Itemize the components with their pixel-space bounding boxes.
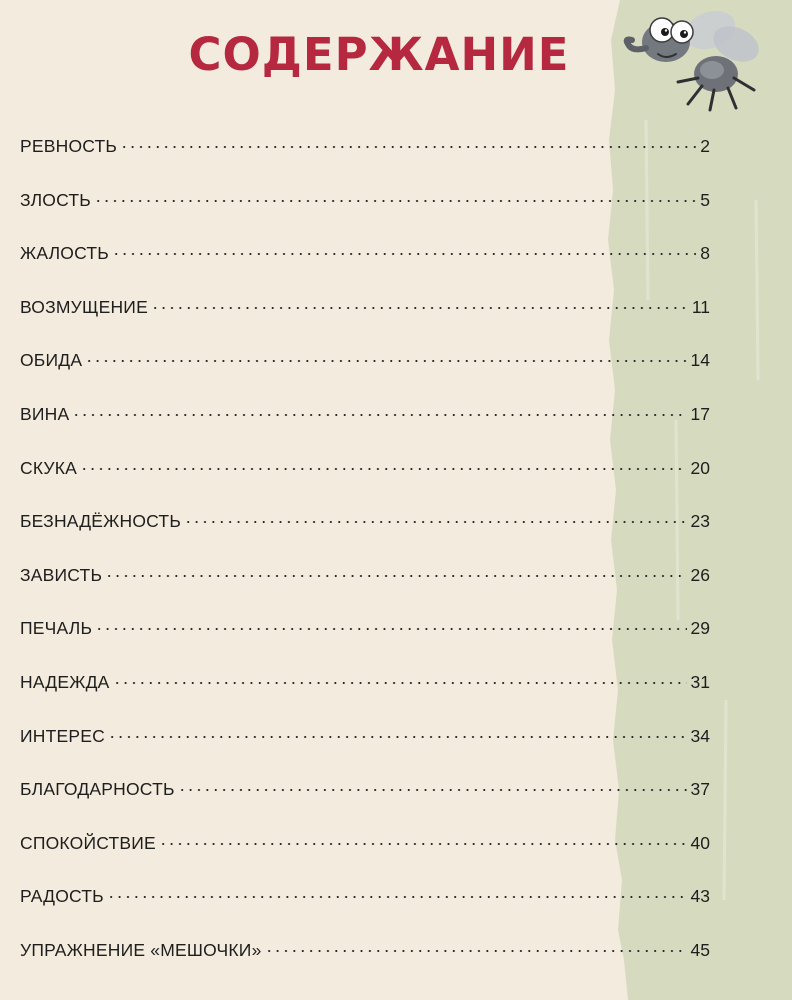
toc-entry-page-number: 11 <box>691 296 710 317</box>
toc-entry[interactable] <box>20 281 710 335</box>
toc-entry[interactable] <box>20 174 710 228</box>
toc-entry-title: ВИНА <box>20 403 70 424</box>
toc-entry[interactable] <box>20 495 710 549</box>
toc-entry[interactable] <box>20 817 710 871</box>
toc-entry[interactable] <box>20 763 710 817</box>
toc-entry-page-number: 2 <box>700 136 710 156</box>
dot-leader <box>113 682 687 684</box>
toc-entry-title: ЗАВИСТЬ <box>20 564 103 585</box>
toc-entry-page-number: 23 <box>690 511 710 532</box>
dot-leader <box>265 950 687 952</box>
toc-entry[interactable] <box>20 870 710 924</box>
toc-entry-page-number: 37 <box>690 779 710 800</box>
toc-entry-title: УПРАЖНЕНИЕ «МЕШОЧКИ» <box>20 939 262 960</box>
toc-entry[interactable] <box>20 120 710 174</box>
toc-entry-page-number: 43 <box>690 886 710 907</box>
toc-entry-title: РЕВНОСТЬ <box>20 136 118 156</box>
toc-entry-page-number: 5 <box>700 189 710 210</box>
toc-entry-title: СКУКА <box>20 457 78 478</box>
toc-entry-page-number: 17 <box>690 403 710 424</box>
toc-entry-title: НАДЕЖДА <box>20 671 110 692</box>
dot-leader <box>184 521 687 523</box>
toc-entry-page-number: 29 <box>690 618 710 639</box>
dot-leader <box>178 789 687 791</box>
toc-entry[interactable] <box>20 227 710 281</box>
toc-entry[interactable] <box>20 388 710 442</box>
toc-entry[interactable] <box>20 602 710 656</box>
toc-entry-title: ЗЛОСТЬ <box>20 189 91 210</box>
dot-leader <box>120 146 696 148</box>
toc-entry-title: БЕЗНАДЁЖНОСТЬ <box>20 511 182 532</box>
dot-leader <box>112 253 696 255</box>
dot-leader <box>80 468 687 470</box>
cartoon-fly-icon <box>618 4 768 116</box>
toc-entry-title: ПЕЧАЛЬ <box>20 618 93 639</box>
toc-entry-title: БЛАГОДАРНОСТЬ <box>20 779 175 800</box>
toc-entry-page-number: 26 <box>690 564 710 585</box>
toc-entry[interactable] <box>20 656 710 710</box>
dot-leader <box>105 575 686 577</box>
toc-entry-title: ВОЗМУЩЕНИЕ <box>20 296 148 317</box>
page-title: СОДЕРЖАНИЕ <box>188 28 570 81</box>
dot-leader <box>107 896 687 898</box>
toc-entry-title: ИНТЕРЕС <box>20 725 105 746</box>
toc-entry-page-number: 31 <box>690 671 710 692</box>
toc-entry-page-number: 20 <box>690 457 710 478</box>
toc-entry[interactable] <box>20 710 710 764</box>
toc-entry[interactable] <box>20 549 710 603</box>
table-of-contents <box>20 120 710 978</box>
dot-leader <box>95 628 686 630</box>
toc-entry[interactable] <box>20 924 710 978</box>
toc-entry[interactable] <box>20 442 710 496</box>
toc-entry-page-number: 34 <box>690 725 710 746</box>
toc-entry[interactable] <box>20 334 710 388</box>
toc-entry-page-number: 40 <box>690 832 710 853</box>
dot-leader <box>108 736 687 738</box>
dot-leader <box>72 414 686 416</box>
toc-entry-page-number: 45 <box>690 939 710 960</box>
toc-entry-title: ЖАЛОСТЬ <box>20 243 109 264</box>
dot-leader <box>85 360 686 362</box>
toc-entry-title: РАДОСТЬ <box>20 886 104 907</box>
dot-leader <box>151 307 688 309</box>
toc-entry-page-number: 14 <box>690 350 710 371</box>
toc-entry-page-number: 8 <box>700 243 710 264</box>
toc-entry-title: ОБИДА <box>20 350 83 371</box>
dot-leader <box>159 843 687 845</box>
toc-entry-title: СПОКОЙСТВИЕ <box>20 832 156 853</box>
dot-leader <box>94 200 696 202</box>
